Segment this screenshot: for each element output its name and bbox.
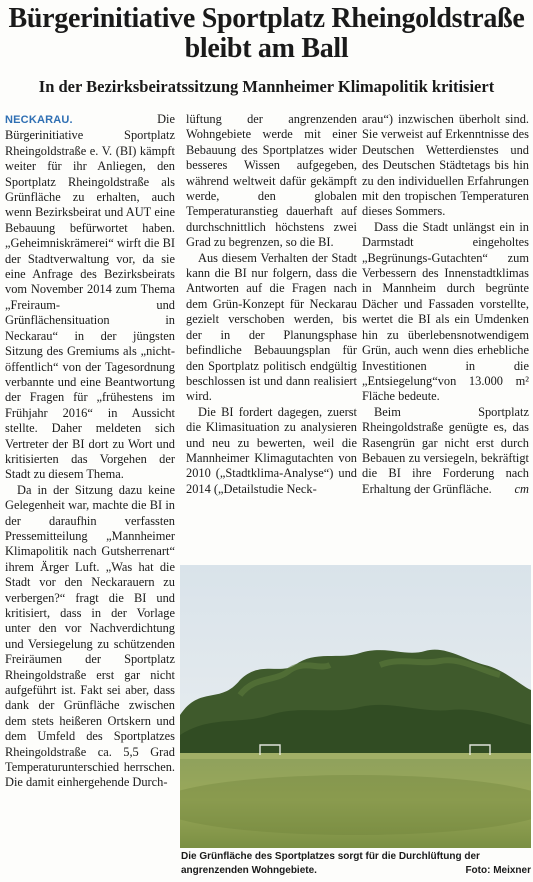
paragraph [362, 405, 529, 497]
paragraph: Aus diesem Verhalten der Stadt kann die BI nur folgern, dass die Antworten auf die Fragen nach dem Grün-Konzept für Neckarau gezielt verschoben werden, bis der in der Planungsphase befindliche Bebauungsplan für den Sportplatz politisch endgültig beschlossen ist und dann realisiert wird. [186, 250, 357, 404]
sports-field-photo [180, 565, 531, 848]
article-column-2 [186, 112, 357, 497]
paragraph: arau“) inzwischen überholt sind. Sie verweist auf Erkenntnisse des Deutschen Wetterdienstes und des Deutschen Städtetags bis hin zu den individuellen Erfahrungen mit den tropischen Temperaturen dieses Sommers. [362, 112, 529, 219]
subheadline: In der Bezirksbeiratssitzung Mannheimer Klimapolitik kritisiert [38, 77, 495, 96]
dateline: NECKARAU. [5, 114, 73, 126]
caption-text: Die Grünfläche des Sportplatzes sorgt für die Durchlüftung der angrenzenden Wohngebiete. [181, 851, 480, 876]
photo-credit: Foto: Meixner [465, 865, 531, 876]
headline: Bürgerinitiative Sportplatz Rheingoldstraße bleibt am Ball [8, 3, 525, 64]
paragraph: Dass die Stadt unlängst ein in Darmstadt eingeholtes „Begrünungs-Gutachten“ zum Verbessern des Innenstadtklimas in Mannheim durch begrünte Dächer und Fassaden vorstellte, wertet die BI als ein Umdenken hin zu überlebensnotwendigem Grün, auch wenn dies erhebliche Investitionen in die „Entsiegelung“von 13.000 m² Fläche bedeute. [362, 219, 529, 404]
paragraph [5, 112, 175, 483]
photo-caption [181, 850, 531, 878]
photo-illustration [180, 565, 531, 848]
article-column-1 [5, 112, 175, 791]
author-signature: cm [514, 481, 529, 496]
paragraph: Da in der Sitzung dazu keine Gelegenheit war, machte die BI in der daraufhin verfassten Pressemitteilung „Mannheimer Klimapolitik nach Gutsherrenart“ ihrem Ärger Luft. „Was hat die Stadt vor den Neckarauern zu verbergen?“ fragt die BI und kritisiert, dass in der Vorlage unter den vor Nachverdichtung und Versiegelung zu schützenden Freiräumen der Sportplatz Rheingoldstraße erst gar nicht aufgeführt ist. Fakt sei aber, dass dank der Grünfläche zwischen dem stets heißeren Ortskern und dem Umfeld des Sportplatzes Rheingoldstraße ca. 5,5 Grad Temperaturunterschied herrschen. Die damit einhergehende Durch- [5, 482, 175, 790]
paragraph-text: Beim Sportplatz Rheingoldstraße genügte es, das Rasengrün gar nicht erst durch Bebauen zu versiegeln, bekräftigt die BI ihre Forderung nach Erhaltung der Grünfläche. [362, 404, 529, 496]
article-column-3 [362, 112, 529, 497]
paragraph: Die BI fordert dagegen, zuerst die Klimasituation zu analysieren und neu zu bewerten, weil die Mannheimer Klimagutachten von 2010 („Stadtklima-Analyse“) und 2014 („Detailstudie Neck- [186, 404, 357, 496]
paragraph-text: Die Bürgerinitiative Sportplatz Rheingoldstraße e. V. (BI) kämpft weiter für ihr Anliegen, den Sportplatz Rheingoldstraße als Grünfläche zu erhalten, auch wenn Bezirksbeirat und AUT eine Bebauung befürwortet haben. „Geheimniskrämerei“ wirft die BI der Stadtverwaltung vor, da sie eine Anfrage des Bezirksbeirats vom November 2014 zum Thema „Freiraum- und Grünflächensituation in Neckarau“ in der jüngsten Sitzung des Gremiums als „nicht-öffentlich“ von der Tagesordnung verbannte und eine Beantwortung der Fragen für „frühestens im Frühjahr 2016“ in Aussicht stellte. Daher meldeten sich Vertreter der BI dort zu Wort und kritisierten das Vorgehen der Stadt zu diesem Thema. [5, 112, 175, 482]
paragraph: lüftung der angrenzenden Wohngebiete werde mit einer Bebauung des Sportplatzes wider besseres Wissen aufgegeben, während weltweit dafür gekämpft werde, den globalen Temperaturanstieg dauerhaft auf durchschnittlich höchstens zwei Grad zu begrenzen, so die BI. [186, 112, 357, 250]
